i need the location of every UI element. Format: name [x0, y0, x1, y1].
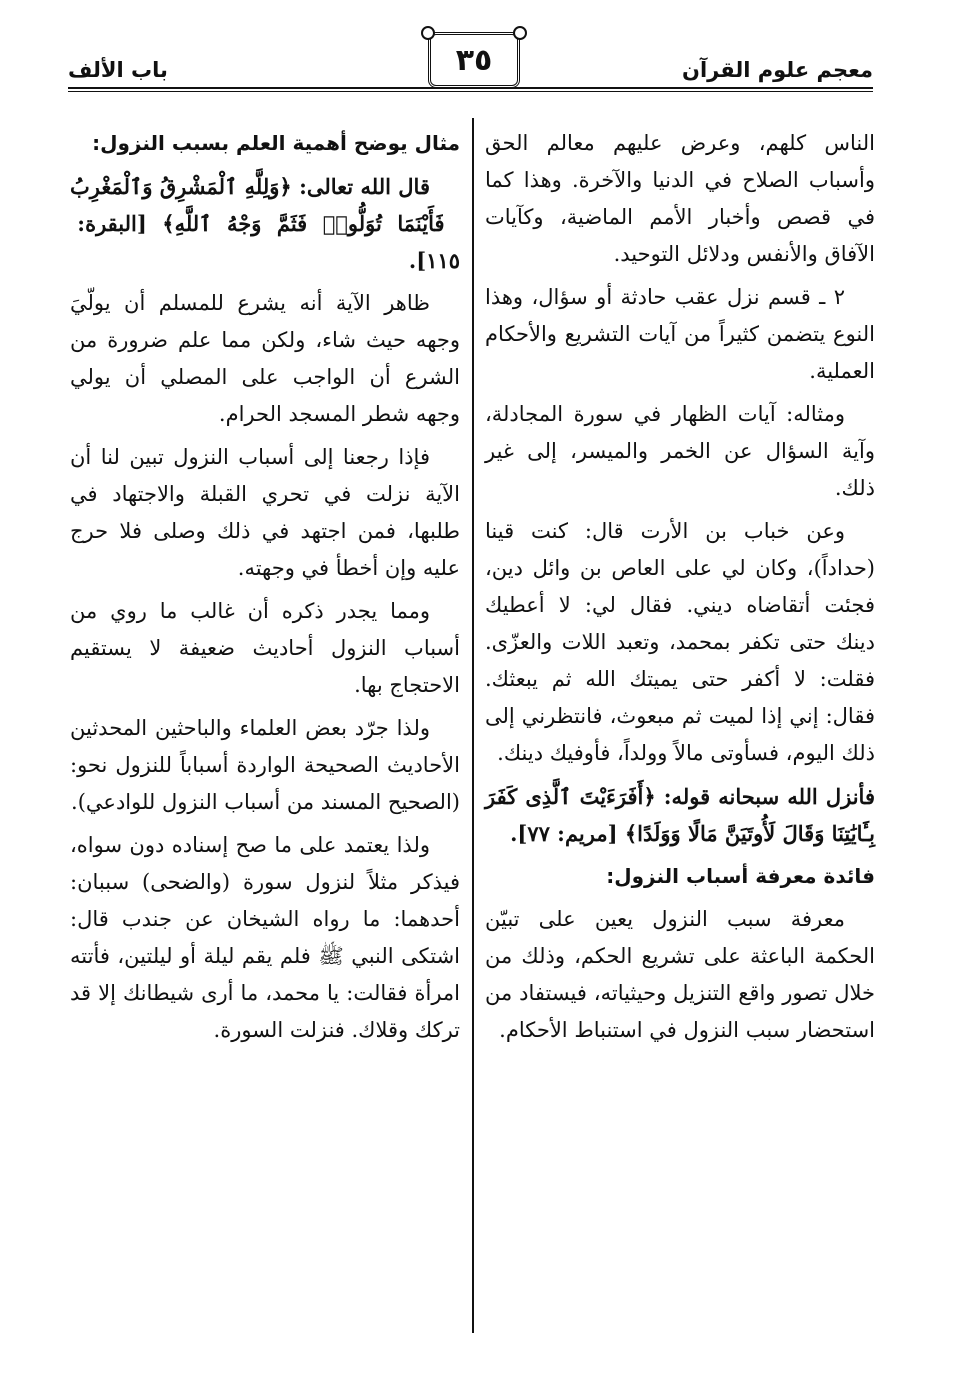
book-title: معجم علوم القرآن — [682, 58, 873, 82]
paragraph: الناس كلهم، وعرض عليهم معالم الحق وأسباب الصلاح في الدنيا والآخرة. وهذا كما في قصص وأخبار الأمم الماضية، وكآيات الآفاق والأنفس ودلائل التوحيد. — [485, 131, 875, 266]
chapter-title: باب الألف — [68, 58, 168, 82]
header-rule — [68, 87, 873, 89]
paragraph: معرفة سبب النزول يعين على تبيّن الحكمة الباعثة على تشريع الحكم، وذلك من خلال تصور واقع التنزيل وحيثياته، فيستفاد من استحضار سبب النزول في استنباط الأحكام. — [485, 907, 875, 1042]
right-column — [485, 125, 875, 1335]
paragraph: ولذا جرّد بعض العلماء والباحثين المحدثين الأحاديث الصحيحة الواردة أسباباً للنزول نحو: (الصحيح المسند من أسباب النزول للوادعي). — [70, 716, 460, 814]
header-rule-thin — [68, 91, 873, 92]
paragraph: ومما يجدر ذكره أن غالب ما روي من أسباب النزول أحاديث ضعيفة لا يستقيم الاحتجاج بها. — [70, 599, 460, 697]
paragraph: فإذا رجعنا إلى أسباب النزول تبين لنا أن الآية نزلت في تحري القبلة والاجتهاد في طلبها، فمن اجتهد في ذلك وصلى فلا حرج عليه وإن أخطأ في وجهته. — [70, 445, 460, 580]
quran-verse-paragraph: قال الله تعالى: ﴿وَلِلَّهِ ٱلْمَشْرِقُ وَٱلْمَغْرِبُ ۚ فَأَيْنَمَا تُوَلُّوا۟ فَثَمَّ وَجْهُ ٱللَّهِ﴾ [البقرة: ١١٥]. — [70, 174, 460, 273]
paragraph: ومثاله: آيات الظهار في سورة المجادلة، وآية السؤال عن الخمر والميسر، إلى غير ذلك. — [485, 402, 875, 500]
quran-verse-paragraph: فأنزل الله سبحانه قوله: ﴿أَفَرَءَيْتَ ٱلَّذِى كَفَرَ بِـَٔايَٰتِنَا وَقَالَ لَأُوتَيَنَّ مَالًا وَوَلَدًا﴾ [مريم: ٧٧]. — [485, 784, 875, 846]
page-header — [68, 28, 873, 92]
left-column — [70, 125, 460, 1335]
page-number: ٣٥ — [455, 42, 493, 78]
paragraph: ظاهر الآية أنه يشرع للمسلم أن يولّيَ وجهه حيث شاء، ولكن مما علم ضرورة من الشرع أن الواجب على المصلي أن يولي وجهه شطر المسجد الحرام. — [70, 291, 460, 426]
section-heading: مثال يوضح أهمية العلم بسبب النزول: — [92, 131, 460, 155]
paragraph: ولذا يعتمد على ما صح إسناده دون سواه، فيذكر مثلاً لنزول سورة (والضحى) سببان: أحدهما: ما رواه الشيخان عن جندب قال: اشتكى النبي ﷺ فلم يقم ليلة أو ليلتين، فأتته امرأة فقالت: يا محمد، ما أرى شيطانك إلا قد تركك وقلاك. فنزلت السورة. — [70, 833, 460, 1042]
page-number-frame — [428, 32, 520, 88]
paragraph: ٢ ـ قسم نزل عقب حادثة أو سؤال، وهذا النوع يتضمن كثيراً من آيات التشريع والأحكام العملية. — [485, 285, 875, 383]
section-heading: فائدة معرفة أسباب النزول: — [606, 864, 875, 888]
column-divider — [472, 118, 474, 1333]
paragraph: وعن خباب بن الأرت قال: كنت قينا (حداداً)، وكان لي على العاص بن وائل دين، فجئت أتقاضاه ديني. فقال لي: لا أعطيك دينك حتى تكفر بمحمد، وتعبد اللات والعزّى. فقلت: لا أكفر حتى يميتك الله ثم يبعثك. فقال: إني إذا لميت ثم مبعوث، فانتظرني إلى ذلك اليوم، فسأوتى مالاً وولداً، فأوفيك دينك. — [485, 519, 875, 765]
